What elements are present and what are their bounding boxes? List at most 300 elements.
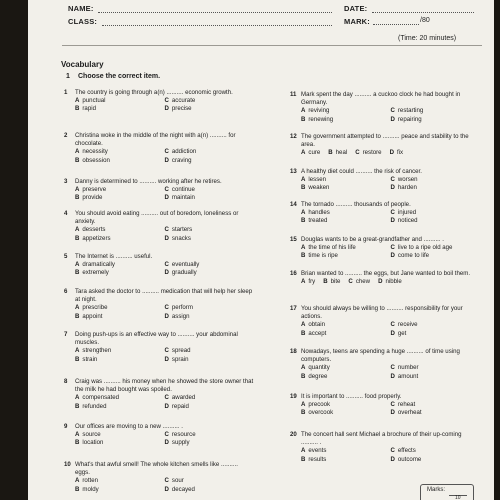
answer-option-c[interactable] bbox=[165, 226, 255, 234]
answer-options bbox=[301, 149, 480, 157]
option-text: rotten bbox=[82, 477, 98, 485]
answer-option-d[interactable] bbox=[391, 252, 481, 260]
answer-option-c[interactable] bbox=[165, 186, 255, 194]
answer-option-c[interactable] bbox=[165, 477, 255, 485]
option-text: amount bbox=[397, 372, 419, 380]
answer-option-b[interactable] bbox=[301, 456, 391, 464]
question-number: 7 bbox=[64, 331, 68, 338]
option-letter: D bbox=[390, 252, 395, 260]
question-number: 12 bbox=[290, 133, 297, 140]
answer-option-a[interactable] bbox=[75, 97, 165, 105]
option-text: effects bbox=[397, 447, 416, 455]
option-text: repaid bbox=[171, 402, 189, 410]
option-text: injured bbox=[397, 209, 417, 217]
answer-option-b[interactable] bbox=[301, 330, 391, 338]
option-letter: C bbox=[390, 107, 395, 115]
option-text: restore bbox=[362, 149, 382, 157]
instruction-text: Choose the correct item. bbox=[78, 73, 161, 80]
question-number: 10 bbox=[64, 461, 71, 468]
option-letter: B bbox=[301, 409, 306, 417]
option-letter: B bbox=[301, 252, 306, 260]
option-text: lessen bbox=[308, 176, 327, 184]
question-10 bbox=[64, 461, 254, 494]
question-stem: Our offices are moving to a new .......... . bbox=[75, 423, 183, 430]
answer-option-a[interactable] bbox=[301, 401, 391, 409]
option-letter: A bbox=[75, 394, 80, 402]
option-letter: B bbox=[301, 329, 306, 337]
option-text: get bbox=[397, 329, 407, 337]
option-letter: D bbox=[164, 312, 169, 320]
question-17 bbox=[290, 305, 480, 338]
option-text: strain bbox=[82, 355, 98, 363]
option-letter: A bbox=[301, 149, 306, 157]
option-text: events bbox=[308, 447, 327, 455]
section-title: Vocabulary bbox=[61, 60, 104, 69]
time-limit: (Time: 20 minutes) bbox=[398, 35, 457, 42]
answer-option-d[interactable] bbox=[165, 439, 255, 447]
name-field[interactable] bbox=[98, 12, 332, 13]
option-text: starters bbox=[171, 226, 193, 234]
option-text: overcook bbox=[308, 409, 334, 417]
option-text: degree bbox=[308, 372, 328, 380]
option-letter: B bbox=[75, 269, 80, 277]
option-letter: A bbox=[75, 261, 80, 269]
question-stem: The government attempted to .......... peace and stability to the area. bbox=[301, 133, 469, 149]
answer-option-c[interactable] bbox=[165, 347, 255, 355]
option-text: preserve bbox=[82, 186, 107, 194]
option-text: spread bbox=[171, 347, 191, 355]
option-text: refunded bbox=[82, 402, 107, 410]
answer-option-d[interactable] bbox=[391, 116, 481, 124]
option-text: accurate bbox=[171, 97, 196, 105]
question-number: 3 bbox=[64, 178, 68, 185]
option-text: awarded bbox=[171, 394, 196, 402]
date-field[interactable] bbox=[372, 12, 474, 13]
answer-option-c[interactable] bbox=[165, 394, 255, 402]
answer-option-c[interactable] bbox=[355, 149, 381, 157]
question-3 bbox=[64, 178, 254, 203]
question-13 bbox=[290, 168, 480, 193]
mark-field[interactable] bbox=[373, 24, 419, 25]
option-letter: A bbox=[75, 347, 80, 355]
option-letter: C bbox=[164, 148, 169, 156]
option-letter: B bbox=[301, 184, 306, 192]
question-number: 13 bbox=[290, 168, 297, 175]
option-text: repairing bbox=[397, 115, 422, 123]
question-5 bbox=[64, 253, 254, 278]
option-letter: B bbox=[328, 149, 333, 157]
answer-option-c[interactable] bbox=[391, 401, 481, 409]
option-text: decayed bbox=[171, 485, 195, 493]
option-letter: C bbox=[390, 321, 395, 329]
option-letter: C bbox=[390, 401, 395, 409]
question-number: 16 bbox=[290, 270, 297, 277]
option-letter: C bbox=[390, 209, 395, 217]
answer-option-d[interactable] bbox=[165, 269, 255, 277]
option-letter: D bbox=[164, 439, 169, 447]
option-text: location bbox=[82, 439, 104, 447]
option-text: fry bbox=[308, 278, 316, 286]
option-letter: D bbox=[164, 156, 169, 164]
question-1 bbox=[64, 89, 254, 114]
option-letter: B bbox=[75, 402, 80, 410]
answer-option-c[interactable] bbox=[348, 278, 370, 286]
answer-option-a[interactable] bbox=[75, 347, 165, 355]
class-label: CLASS: bbox=[68, 17, 98, 26]
question-number: 1 bbox=[64, 89, 68, 96]
answer-options bbox=[301, 176, 480, 192]
option-letter: B bbox=[75, 156, 80, 164]
answer-option-c[interactable] bbox=[391, 244, 481, 252]
question-stem: The concert hall sent Michael a brochure of their up-coming .......... . bbox=[301, 431, 462, 447]
answer-option-b[interactable] bbox=[323, 278, 340, 286]
option-text: number bbox=[397, 364, 419, 372]
option-text: sprain bbox=[171, 355, 189, 363]
marks-total: 10 bbox=[455, 495, 461, 500]
option-text: reheat bbox=[397, 401, 416, 409]
option-text: renewing bbox=[308, 115, 334, 123]
question-stem: A healthy diet could .......... the risk of cancer. bbox=[301, 168, 422, 175]
answer-options bbox=[301, 321, 480, 337]
option-letter: C bbox=[390, 364, 395, 372]
option-letter: C bbox=[164, 477, 169, 485]
answer-option-a[interactable] bbox=[75, 226, 165, 234]
question-stem: Brian wanted to .......... the eggs, but Jane wanted to boil them. bbox=[301, 270, 471, 277]
option-text: nibble bbox=[385, 278, 402, 286]
option-letter: D bbox=[390, 217, 395, 225]
answer-option-c[interactable] bbox=[165, 304, 255, 312]
answer-option-d[interactable] bbox=[391, 217, 481, 225]
answer-option-b[interactable] bbox=[328, 149, 347, 157]
answer-option-a[interactable] bbox=[75, 477, 165, 485]
option-text: sour bbox=[171, 477, 184, 485]
question-11 bbox=[290, 91, 480, 124]
option-letter: D bbox=[164, 269, 169, 277]
answer-option-d[interactable] bbox=[391, 456, 481, 464]
option-text: rapid bbox=[82, 105, 96, 113]
question-stem: The Internet is .......... useful. bbox=[75, 253, 153, 260]
option-letter: B bbox=[75, 105, 80, 113]
option-letter: B bbox=[301, 455, 306, 463]
answer-option-a[interactable] bbox=[75, 394, 165, 402]
option-letter: D bbox=[390, 115, 395, 123]
question-number: 17 bbox=[290, 305, 297, 312]
date-label: DATE: bbox=[344, 4, 368, 13]
option-text: continue bbox=[171, 186, 195, 194]
option-letter: B bbox=[75, 194, 80, 202]
option-letter: D bbox=[390, 372, 395, 380]
answer-option-c[interactable] bbox=[165, 148, 255, 156]
answer-option-a[interactable] bbox=[301, 209, 391, 217]
question-number: 2 bbox=[64, 132, 68, 139]
question-stem: Douglas wants to be a great-grandfather and .......... . bbox=[301, 236, 444, 243]
answer-option-b[interactable] bbox=[75, 194, 165, 202]
answer-option-b[interactable] bbox=[301, 217, 391, 225]
answer-option-a[interactable] bbox=[75, 261, 165, 269]
option-text: extremely bbox=[82, 269, 109, 277]
answer-option-d[interactable] bbox=[165, 313, 255, 321]
option-letter: D bbox=[389, 149, 394, 157]
option-letter: A bbox=[75, 431, 80, 439]
option-letter: D bbox=[164, 485, 169, 493]
option-text: addiction bbox=[171, 148, 197, 156]
option-letter: A bbox=[75, 477, 80, 485]
option-letter: C bbox=[355, 149, 360, 157]
option-text: noticed bbox=[397, 217, 418, 225]
option-text: supply bbox=[171, 439, 190, 447]
question-stem: Craig was .......... his money when he showed the store owner that the milk he had bought was spoiled. bbox=[75, 378, 254, 394]
option-text: dramatically bbox=[82, 261, 115, 269]
option-text: gradually bbox=[171, 269, 197, 277]
answer-option-d[interactable] bbox=[165, 486, 255, 494]
answer-option-c[interactable] bbox=[391, 447, 481, 455]
answer-option-a[interactable] bbox=[75, 431, 165, 439]
option-text: eventually bbox=[171, 261, 200, 269]
option-letter: C bbox=[390, 244, 395, 252]
option-letter: C bbox=[164, 431, 169, 439]
option-letter: C bbox=[164, 261, 169, 269]
answer-option-c[interactable] bbox=[165, 97, 255, 105]
option-letter: D bbox=[378, 278, 383, 286]
question-stem: Mark spent the day .......... a cuckoo clock he had bought in Germany. bbox=[301, 91, 461, 107]
question-number: 18 bbox=[290, 348, 297, 355]
answer-options bbox=[301, 209, 480, 225]
option-text: precook bbox=[308, 401, 331, 409]
option-letter: A bbox=[301, 244, 306, 252]
option-text: live to a ripe old age bbox=[397, 244, 453, 252]
answer-option-c[interactable] bbox=[165, 261, 255, 269]
answer-option-b[interactable] bbox=[75, 313, 165, 321]
answer-options bbox=[75, 261, 254, 277]
option-letter: D bbox=[390, 184, 395, 192]
answer-option-b[interactable] bbox=[75, 269, 165, 277]
option-text: reviving bbox=[308, 107, 330, 115]
question-stem: Nowadays, teens are spending a huge .......... of time using computers. bbox=[301, 348, 460, 364]
option-text: worsen bbox=[397, 176, 418, 184]
option-text: restarting bbox=[397, 107, 424, 115]
option-text: harden bbox=[397, 184, 417, 192]
option-letter: A bbox=[75, 148, 80, 156]
question-number: 5 bbox=[64, 253, 68, 260]
answer-option-c[interactable] bbox=[391, 364, 481, 372]
answer-option-b[interactable] bbox=[75, 356, 165, 364]
answer-option-a[interactable] bbox=[301, 447, 391, 455]
option-text: results bbox=[308, 455, 327, 463]
answer-option-b[interactable] bbox=[301, 252, 391, 260]
option-text: obsession bbox=[82, 156, 110, 164]
option-letter: A bbox=[75, 226, 80, 234]
option-text: punctual bbox=[82, 97, 106, 105]
option-letter: B bbox=[75, 485, 80, 493]
answer-option-b[interactable] bbox=[301, 184, 391, 192]
question-7 bbox=[64, 331, 254, 364]
option-letter: B bbox=[301, 372, 306, 380]
header-divider bbox=[62, 45, 482, 46]
answer-option-d[interactable] bbox=[391, 373, 481, 381]
mark-total: /80 bbox=[420, 17, 430, 24]
answer-options bbox=[75, 477, 254, 493]
option-letter: A bbox=[301, 321, 306, 329]
answer-option-a[interactable] bbox=[75, 148, 165, 156]
option-text: overheat bbox=[397, 409, 422, 417]
answer-option-a[interactable] bbox=[301, 244, 391, 252]
answer-option-d[interactable] bbox=[378, 278, 402, 286]
option-letter: D bbox=[164, 194, 169, 202]
question-20 bbox=[290, 431, 480, 464]
question-number: 4 bbox=[64, 210, 68, 217]
option-letter: D bbox=[164, 234, 169, 242]
question-9 bbox=[64, 423, 254, 448]
answer-options bbox=[75, 304, 254, 320]
question-stem: You should avoid eating .......... out of boredom, loneliness or anxiety. bbox=[75, 210, 239, 226]
question-2 bbox=[64, 132, 254, 165]
option-letter: B bbox=[75, 312, 80, 320]
option-text: obtain bbox=[308, 321, 326, 329]
question-14 bbox=[290, 201, 480, 226]
question-stem: Danny is determined to .......... working after he retires. bbox=[75, 178, 222, 185]
option-text: outcome bbox=[397, 455, 422, 463]
option-letter: B bbox=[301, 217, 306, 225]
answer-option-d[interactable] bbox=[391, 409, 481, 417]
answer-options bbox=[75, 431, 254, 447]
exercise-number: 1 bbox=[66, 73, 70, 80]
answer-option-b[interactable] bbox=[301, 116, 391, 124]
question-stem: The country is going through a(n) .......... economic growth. bbox=[75, 89, 233, 96]
question-8 bbox=[64, 378, 254, 411]
answer-option-c[interactable] bbox=[391, 321, 481, 329]
answer-option-b[interactable] bbox=[75, 235, 165, 243]
option-text: compensated bbox=[82, 394, 119, 402]
answer-option-b[interactable] bbox=[301, 373, 391, 381]
class-field[interactable] bbox=[102, 25, 332, 26]
answer-option-a[interactable] bbox=[301, 321, 391, 329]
answer-options bbox=[75, 97, 254, 113]
option-letter: C bbox=[390, 176, 395, 184]
question-stem: It is important to .......... food properly. bbox=[301, 393, 402, 400]
answer-option-d[interactable] bbox=[391, 330, 481, 338]
answer-option-b[interactable] bbox=[75, 486, 165, 494]
option-text: the time of his life bbox=[308, 244, 356, 252]
answer-option-b[interactable] bbox=[75, 403, 165, 411]
question-18 bbox=[290, 348, 480, 381]
marks-box bbox=[420, 484, 474, 500]
question-stem: Christina woke in the middle of the night with a(n) .......... for chocolate. bbox=[75, 132, 236, 148]
option-text: necessity bbox=[82, 148, 108, 156]
question-number: 15 bbox=[290, 236, 297, 243]
answer-option-b[interactable] bbox=[301, 409, 391, 417]
question-16 bbox=[290, 270, 480, 286]
option-text: desserts bbox=[82, 226, 106, 234]
option-letter: A bbox=[301, 401, 306, 409]
answer-options bbox=[75, 148, 254, 164]
option-text: appetizers bbox=[82, 234, 111, 242]
answer-options bbox=[75, 186, 254, 202]
option-letter: A bbox=[301, 107, 306, 115]
option-text: time is ripe bbox=[308, 252, 338, 260]
mark-label: MARK: bbox=[344, 17, 370, 26]
answer-option-a[interactable] bbox=[75, 304, 165, 312]
option-text: moldy bbox=[82, 485, 99, 493]
option-text: treated bbox=[308, 217, 328, 225]
option-letter: D bbox=[390, 409, 395, 417]
answer-options bbox=[301, 278, 480, 286]
answer-option-d[interactable] bbox=[165, 194, 255, 202]
answer-option-a[interactable] bbox=[301, 278, 315, 286]
answer-options bbox=[301, 107, 480, 123]
answer-option-d[interactable] bbox=[165, 157, 255, 165]
answer-options bbox=[301, 244, 480, 260]
answer-option-a[interactable] bbox=[75, 186, 165, 194]
option-letter: D bbox=[164, 105, 169, 113]
option-letter: A bbox=[301, 278, 306, 286]
option-text: snacks bbox=[171, 234, 191, 242]
option-text: receive bbox=[397, 321, 418, 329]
answer-option-a[interactable] bbox=[301, 107, 391, 115]
answer-options bbox=[301, 364, 480, 380]
question-4 bbox=[64, 210, 254, 243]
question-19 bbox=[290, 393, 480, 418]
option-text: accept bbox=[308, 329, 327, 337]
option-letter: C bbox=[164, 186, 169, 194]
option-text: bite bbox=[330, 278, 341, 286]
worksheet-page bbox=[28, 0, 494, 500]
answer-option-d[interactable] bbox=[165, 356, 255, 364]
option-letter: C bbox=[164, 97, 169, 105]
option-text: resource bbox=[171, 431, 196, 439]
answer-option-b[interactable] bbox=[75, 105, 165, 113]
answer-option-d[interactable] bbox=[165, 403, 255, 411]
answer-option-d[interactable] bbox=[165, 105, 255, 113]
question-12 bbox=[290, 133, 480, 158]
option-letter: A bbox=[301, 209, 306, 217]
option-text: weaken bbox=[308, 184, 330, 192]
option-letter: B bbox=[75, 355, 80, 363]
answer-option-c[interactable] bbox=[391, 209, 481, 217]
option-letter: D bbox=[164, 355, 169, 363]
answer-option-b[interactable] bbox=[75, 439, 165, 447]
option-text: chew bbox=[355, 278, 371, 286]
exercise-instruction bbox=[66, 73, 160, 80]
question-number: 8 bbox=[64, 378, 68, 385]
answer-option-b[interactable] bbox=[75, 157, 165, 165]
answer-option-a[interactable] bbox=[301, 149, 320, 157]
answer-option-c[interactable] bbox=[391, 107, 481, 115]
answer-options bbox=[301, 401, 480, 417]
option-letter: C bbox=[164, 394, 169, 402]
option-letter: A bbox=[75, 304, 80, 312]
option-text: perform bbox=[171, 304, 193, 312]
answer-option-d[interactable] bbox=[391, 184, 481, 192]
option-letter: C bbox=[164, 347, 169, 355]
name-label: NAME: bbox=[68, 4, 94, 13]
answer-option-c[interactable] bbox=[165, 431, 255, 439]
marks-label: Marks: bbox=[427, 487, 445, 493]
option-text: quantity bbox=[308, 364, 330, 372]
option-text: assign bbox=[171, 312, 190, 320]
option-letter: C bbox=[348, 278, 353, 286]
question-15 bbox=[290, 236, 480, 261]
option-text: cure bbox=[308, 149, 321, 157]
answer-option-d[interactable] bbox=[390, 149, 404, 157]
answer-option-d[interactable] bbox=[165, 235, 255, 243]
option-letter: C bbox=[164, 304, 169, 312]
answer-option-a[interactable] bbox=[301, 176, 391, 184]
option-text: precise bbox=[171, 105, 192, 113]
option-letter: A bbox=[301, 176, 306, 184]
option-text: strengthen bbox=[82, 347, 112, 355]
answer-option-a[interactable] bbox=[301, 364, 391, 372]
answer-option-c[interactable] bbox=[391, 176, 481, 184]
